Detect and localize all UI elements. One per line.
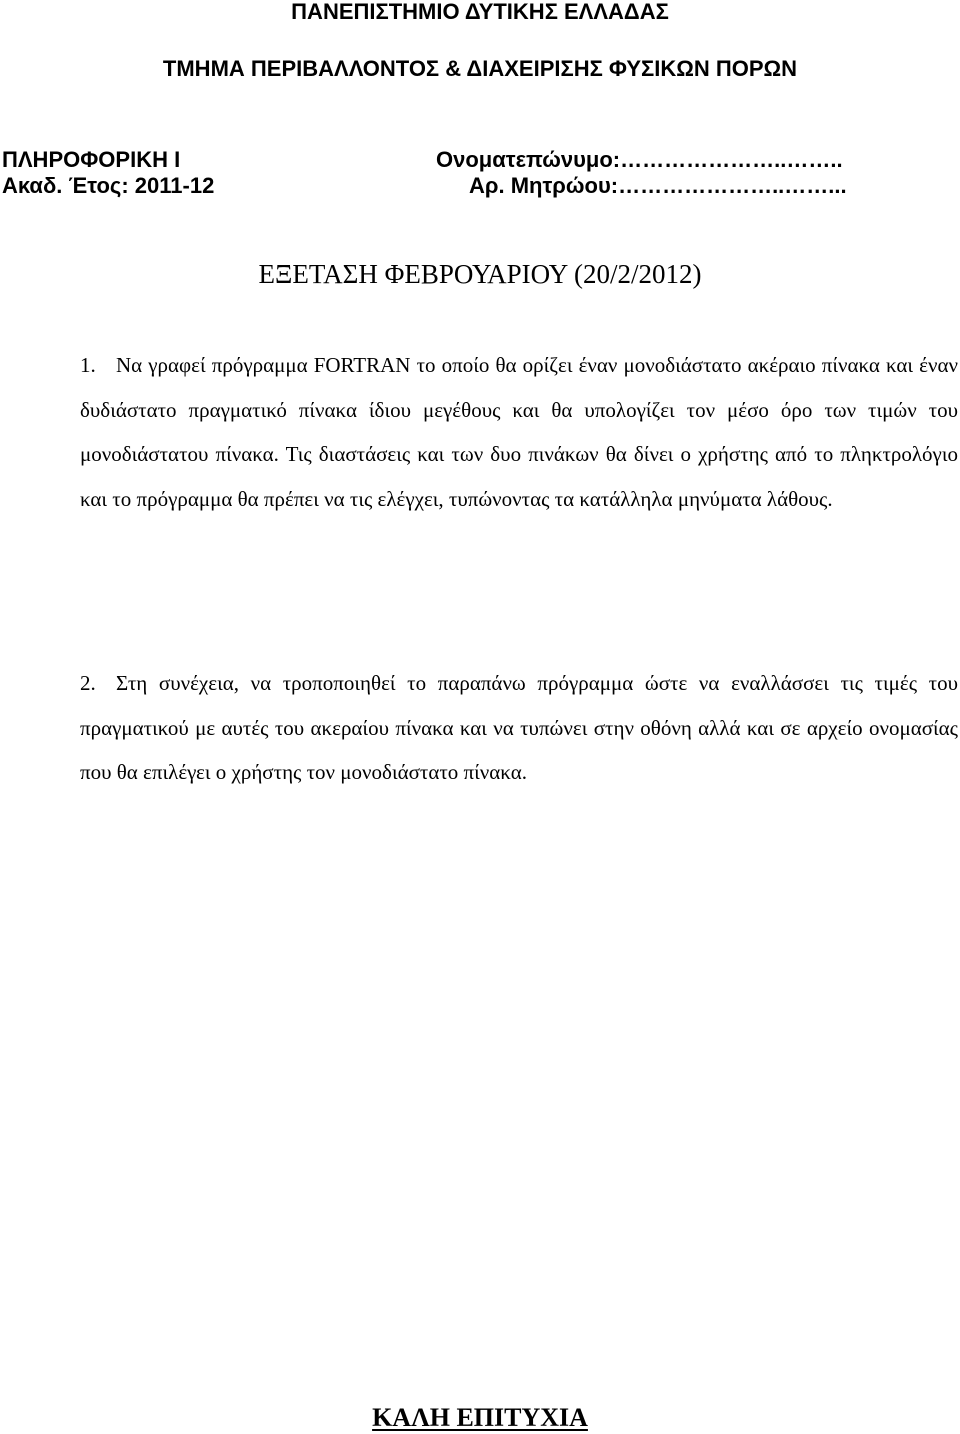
university-title: ΠΑΝΕΠΙΣΤΗΜΙΟ ΔΥΤΙΚΗΣ ΕΛΛΑΔΑΣ <box>291 0 669 24</box>
question-number: 1. <box>80 353 96 377</box>
exam-title: ΕΞΕΤΑΣΗ ΦΕΒΡΟΥΑΡΙΟΥ (20/2/2012) <box>258 259 702 289</box>
academic-year: Ακαδ. Έτος: 2011-12 <box>2 173 215 198</box>
registration-number-field: Αρ. Μητρώου:…………………..……... <box>469 173 847 198</box>
good-luck-footer <box>0 1402 960 1434</box>
question-text: Να γραφεί πρόγραμμα FORTRAN το οποίο θα ορίζει έναν μονοδιάστατο ακέραιο πίνακα και έναν δυδιάστατο πραγματικό πίνακα ίδιου μεγέθους και θα υπολογίζει τον μέσο όρο των τιμών του μονοδιάστατου πίνακα. Τις διαστάσεις και των δυο πινάκων θα δίνει ο χρήστης από το πληκτρολόγιο και το πρόγραμμα θα πρέπει να τις ελέγχει, τυπώνοντας τα κατάλληλα μηνύματα λάθους. <box>80 353 958 511</box>
question-number: 2. <box>80 671 96 695</box>
footer-text: ΚΑΛΗ ΕΠΙΤΥΧΙΑ <box>372 1403 588 1432</box>
student-name-field: Ονοματεπώνυμο:…………………..…….. <box>436 147 843 172</box>
question-2 <box>80 661 958 795</box>
course-name: ΠΛΗΡΟΦΟΡΙΚΗ Ι <box>2 147 181 172</box>
question-1 <box>80 343 958 521</box>
question-text: Στη συνέχεια, να τροποποιηθεί το παραπάνω πρόγραμμα ώστε να εναλλάσσει τις τιμές του πραγματικού με αυτές του ακεραίου πίνακα και να τυπώνει στην οθόνη αλλά και σε αρχείο ονομασίας που θα επιλέγει ο χρήστης τον μονοδιάστατο πίνακα. <box>80 671 958 784</box>
department-title: ΤΜΗΜΑ ΠΕΡΙΒΑΛΛΟΝΤΟΣ & ΔΙΑΧΕΙΡΙΣΗΣ ΦΥΣΙΚΩΝ ΠΟΡΩΝ <box>162 56 798 81</box>
